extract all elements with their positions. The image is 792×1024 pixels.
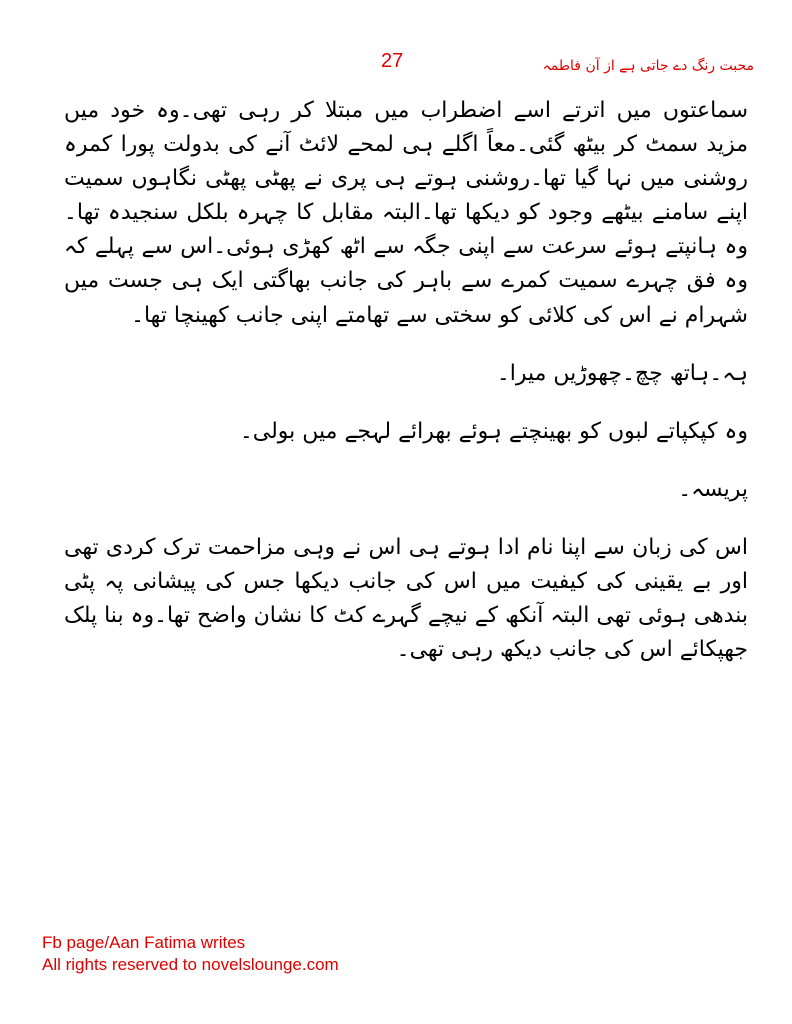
novel-title: محبت رنگ دے جاتی ہے از آن فاطمہ [542,58,754,74]
paragraph-2: اس کی زبان سے اپنا نام ادا ہوتے ہی اس نے وہی مزاحمت ترک کردی تھی اور بے یقینی کی کیفیت میں اس کی جانب دیکھا جس کی پیشانی پہ پٹی بندھی ہوئی تھی البتہ آنکھ کے نیچے گہرے کٹ کا نشان واضح تھا۔وہ بنا پلک جھپکائے اس کی جانب دیکھ رہی تھی۔ [64,534,748,663]
dialogue-line-1: ہہ۔ہاتھ چچ۔چھوڑیں میرا۔ [496,360,748,386]
page-footer [42,932,339,976]
paragraph-1: سماعتوں میں اترتے اسے اضطراب میں مبتلا کر رہی تھی۔وہ خود میں مزید سمٹ کر بیٹھ گئی۔معاً اگلے ہی لمحے لائٹ آنے کی بدولت پورا کمرہ روشنی میں نہا گیا تھا۔روشنی ہوتے ہی پری نے پھٹی پھٹی نگاہوں سمیت اپنے سامنے بیٹھے وجود کو دیکھا تھا۔البتہ مقابل کا چہرہ بلکل سنجیدہ تھا۔وہ ہانپتے ہوئے سرعت سے اپنی جگہ سے اٹھ کھڑی ہوئی۔اس سے پہلے کہ وہ فق چہرے سمیت کمرے سے باہر کی جانب بھاگتی ایک ہی جست میں شہرام نے اس کی کلائی کو سختی سے تھامتے اپنی جانب کھینچا تھا۔ [64,98,748,328]
narration-line-1: وہ کپکپاتے لبوں کو بھینچتے ہوئے بھرائے لہجے میں بولی۔ [239,418,748,444]
footer-facebook-credit: Fb page/Aan Fatima writes [42,933,246,952]
dialogue-line-2: پریسہ۔ [678,476,748,502]
footer-rights-notice: All rights reserved to novelslounge.com [42,955,339,974]
page-number: 27 [381,50,404,72]
page-body [64,94,748,691]
page-header [0,44,792,84]
